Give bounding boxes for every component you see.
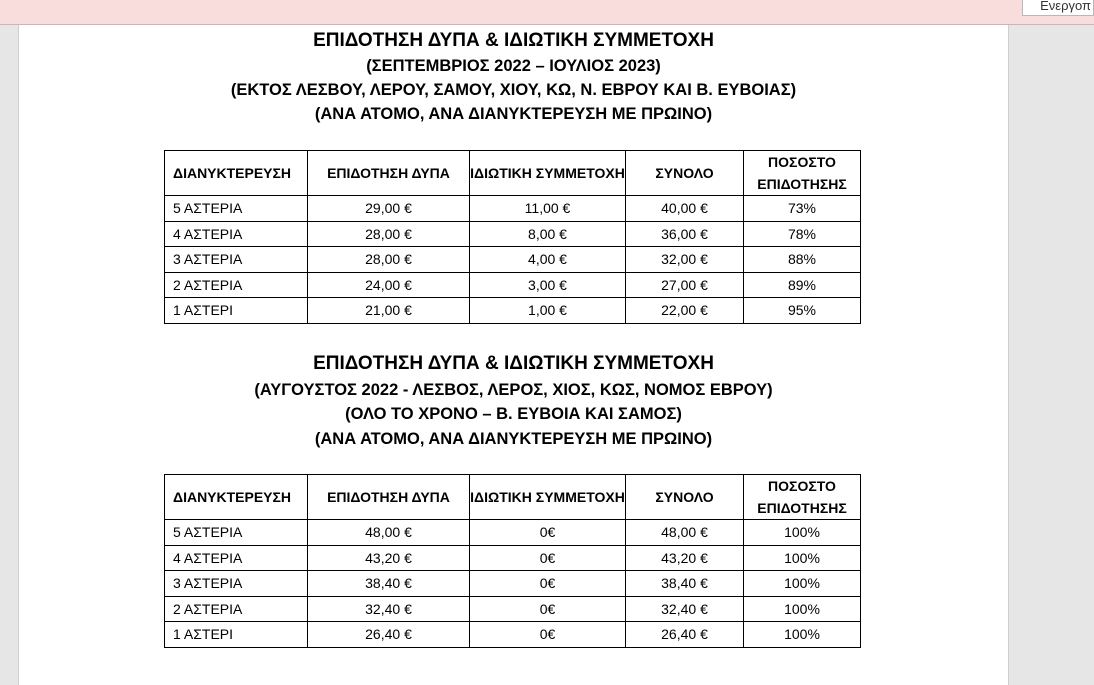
cell-total: 36,00 €	[626, 221, 744, 247]
table-row	[165, 196, 861, 222]
col-header-subsidy-percent: ΠΟΣΟΣΤΟ ΕΠΙΔΟΤΗΣΗΣ	[744, 475, 861, 520]
cell-private: 8,00 €	[470, 221, 626, 247]
table-header-row	[165, 151, 861, 196]
col-header-total: ΣΥΝΟΛΟ	[626, 475, 744, 520]
cell-private: 1,00 €	[470, 298, 626, 324]
document-page	[18, 25, 1009, 685]
table-row	[165, 545, 861, 571]
subsidy-table-2	[164, 474, 861, 648]
table-row	[165, 520, 861, 546]
cell-dypa: 29,00 €	[308, 196, 470, 222]
cell-percent: 100%	[744, 596, 861, 622]
cell-category: 3 ΑΣΤΕΡΙΑ	[165, 247, 308, 273]
cell-percent: 100%	[744, 520, 861, 546]
cell-dypa: 43,20 €	[308, 545, 470, 571]
top-toolbar	[0, 0, 1094, 25]
cell-dypa: 21,00 €	[308, 298, 470, 324]
col-header-overnight: ΔΙΑΝΥΚΤΕΡΕΥΣΗ	[165, 151, 308, 196]
col-header-subsidy-percent: ΠΟΣΟΣΤΟ ΕΠΙΔΟΤΗΣΗΣ	[744, 151, 861, 196]
cell-percent: 95%	[744, 298, 861, 324]
table-row	[165, 221, 861, 247]
col-header-total: ΣΥΝΟΛΟ	[626, 151, 744, 196]
cell-total: 43,20 €	[626, 545, 744, 571]
cell-category: 2 ΑΣΤΕΡΙΑ	[165, 596, 308, 622]
table-row	[165, 298, 861, 324]
cell-category: 5 ΑΣΤΕΡΙΑ	[165, 520, 308, 546]
table-row	[165, 622, 861, 648]
section1-exclusions: (ΕΚΤΟΣ ΛΕΣΒΟΥ, ΛΕΡΟΥ, ΣΑΜΟΥ, ΧΙΟΥ, ΚΩ, Ν. ΕΒΡΟΥ ΚΑΙ Β. ΕΥΒΟΙΑΣ)	[230, 81, 797, 99]
table-row	[165, 596, 861, 622]
section2-title: ΕΠΙΔΟΤΗΣΗ ΔΥΠΑ & ΙΔΙΩΤΙΚΗ ΣΥΜΜΕΤΟΧΗ	[313, 353, 714, 374]
cell-total: 48,00 €	[626, 520, 744, 546]
cell-percent: 89%	[744, 272, 861, 298]
cell-total: 38,40 €	[626, 571, 744, 597]
section2-all-year: (ΟΛΟ ΤΟ ΧΡΟΝΟ – Β. ΕΥΒΟΙΑ ΚΑΙ ΣΑΜΟΣ)	[345, 405, 682, 423]
cell-percent: 73%	[744, 196, 861, 222]
table-header-row	[165, 475, 861, 520]
cell-total: 27,00 €	[626, 272, 744, 298]
cell-private: 3,00 €	[470, 272, 626, 298]
cell-dypa: 28,00 €	[308, 247, 470, 273]
section2-period: (ΑΥΓΟΥΣΤΟΣ 2022 - ΛΕΣΒΟΣ, ΛΕΡΟΣ, ΧΙΟΣ, ΚΩΣ, ΝΟΜΟΣ ΕΒΡΟΥ)	[254, 381, 773, 399]
cell-percent: 100%	[744, 622, 861, 648]
cell-total: 32,40 €	[626, 596, 744, 622]
col-header-overnight: ΔΙΑΝΥΚΤΕΡΕΥΣΗ	[165, 475, 308, 520]
col-header-dypa-subsidy: ΕΠΙΔΟΤΗΣΗ ΔΥΠΑ	[308, 475, 470, 520]
table-row	[165, 247, 861, 273]
subsidy-table-1	[164, 150, 861, 324]
cell-private: 0€	[470, 545, 626, 571]
cell-percent: 100%	[744, 545, 861, 571]
cell-dypa: 32,40 €	[308, 596, 470, 622]
cell-private: 0€	[470, 571, 626, 597]
cell-private: 0€	[470, 622, 626, 648]
cell-total: 26,40 €	[626, 622, 744, 648]
cell-category: 1 ΑΣΤΕΡΙ	[165, 298, 308, 324]
cell-dypa: 26,40 €	[308, 622, 470, 648]
cell-dypa: 48,00 €	[308, 520, 470, 546]
enable-editing-button[interactable]: Ενεργοπ	[1022, 0, 1094, 16]
cell-dypa: 24,00 €	[308, 272, 470, 298]
cell-dypa: 38,40 €	[308, 571, 470, 597]
cell-total: 40,00 €	[626, 196, 744, 222]
table-row	[165, 272, 861, 298]
cell-percent: 78%	[744, 221, 861, 247]
cell-percent: 88%	[744, 247, 861, 273]
cell-category: 5 ΑΣΤΕΡΙΑ	[165, 196, 308, 222]
cell-private: 11,00 €	[470, 196, 626, 222]
col-header-private-contribution: ΙΔΙΩΤΙΚΗ ΣΥΜΜΕΤΟΧΗ	[470, 151, 626, 196]
cell-category: 3 ΑΣΤΕΡΙΑ	[165, 571, 308, 597]
cell-category: 1 ΑΣΤΕΡΙ	[165, 622, 308, 648]
cell-private: 0€	[470, 596, 626, 622]
section1-title: ΕΠΙΔΟΤΗΣΗ ΔΥΠΑ & ΙΔΙΩΤΙΚΗ ΣΥΜΜΕΤΟΧΗ	[313, 30, 714, 51]
section1-note: (ΑΝΑ ΑΤΟΜΟ, ΑΝΑ ΔΙΑΝΥΚΤΕΡΕΥΣΗ ΜΕ ΠΡΩΙΝΟ)	[314, 105, 713, 123]
section1-period: (ΣΕΠΤΕΜΒΡΙΟΣ 2022 – ΙΟΥΛΙΟΣ 2023)	[366, 57, 661, 75]
section2-note: (ΑΝΑ ΑΤΟΜΟ, ΑΝΑ ΔΙΑΝΥΚΤΕΡΕΥΣΗ ΜΕ ΠΡΩΙΝΟ)	[314, 430, 713, 448]
cell-percent: 100%	[744, 571, 861, 597]
col-header-dypa-subsidy: ΕΠΙΔΟΤΗΣΗ ΔΥΠΑ	[308, 151, 470, 196]
cell-private: 0€	[470, 520, 626, 546]
cell-category: 4 ΑΣΤΕΡΙΑ	[165, 221, 308, 247]
cell-dypa: 28,00 €	[308, 221, 470, 247]
cell-total: 22,00 €	[626, 298, 744, 324]
cell-category: 2 ΑΣΤΕΡΙΑ	[165, 272, 308, 298]
table-row	[165, 571, 861, 597]
cell-private: 4,00 €	[470, 247, 626, 273]
col-header-private-contribution: ΙΔΙΩΤΙΚΗ ΣΥΜΜΕΤΟΧΗ	[470, 475, 626, 520]
cell-total: 32,00 €	[626, 247, 744, 273]
cell-category: 4 ΑΣΤΕΡΙΑ	[165, 545, 308, 571]
